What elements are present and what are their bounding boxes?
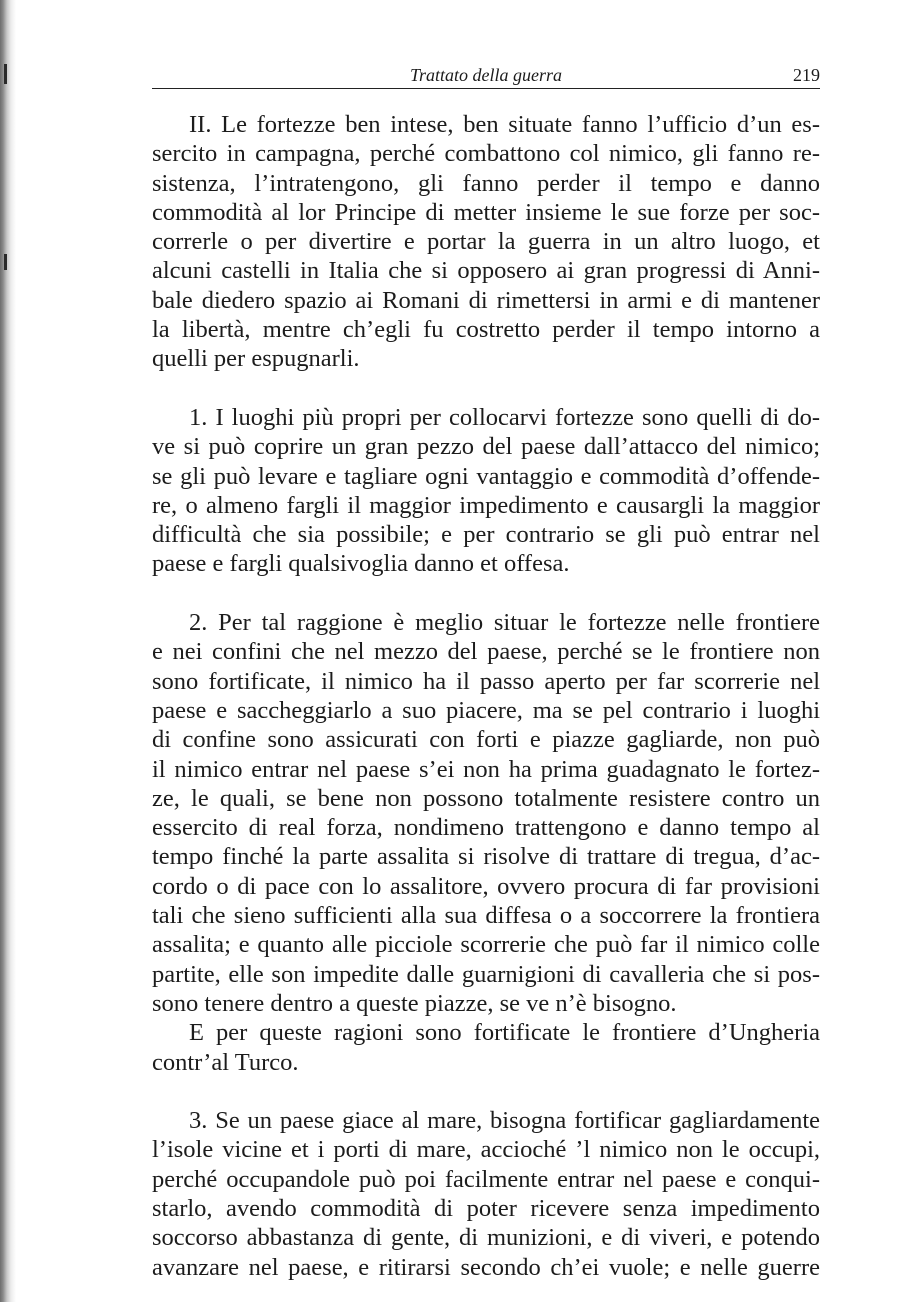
text-line: ve si può coprire un gran pezzo del paese dall’attacco del nimico; xyxy=(152,433,820,461)
paragraph xyxy=(152,403,820,579)
text-line: sercito in campagna, perché combattono col nimico, gli fanno re- xyxy=(152,140,820,168)
text-line: bale diedero spazio ai Romani di rimettersi in armi e di mantener xyxy=(152,286,820,314)
text-line: paese e saccheggiarlo a suo piacere, ma se pel contrario i luoghi xyxy=(152,696,820,724)
text-line: e nei confini che nel mezzo del paese, perché se le frontiere non xyxy=(152,638,820,666)
text-line: correrle o per divertire e portar la guerra in un altro luogo, et xyxy=(152,228,820,256)
running-title: Trattato della guerra xyxy=(409,65,562,85)
text-line: sono tenere dentro a queste piazze, se ve n’è bisogno. xyxy=(152,989,677,1017)
text-line: re, o almeno fargli il maggior impedimento e causargli la maggior xyxy=(152,491,820,519)
text-line: paese e fargli qualsivoglia danno et offesa. xyxy=(152,550,570,578)
text-line: perché occupandole può poi facilmente entrar nel paese e conqui- xyxy=(152,1165,820,1193)
text-line: la libertà, mentre ch’egli fu costretto perder il tempo intorno a xyxy=(152,316,820,344)
text-line: contr’al Turco. xyxy=(152,1048,299,1076)
page-number: 219 xyxy=(793,65,820,85)
text-line: II. Le fortezze ben intese, ben situate fanno l’ufficio d’un es- xyxy=(189,111,820,138)
running-header xyxy=(152,62,820,89)
text-line: tempo finché la parte assalita si risolve di trattare di tregua, d’ac- xyxy=(152,843,820,871)
text-line: quelli per espugnarli. xyxy=(152,345,360,373)
paragraph xyxy=(152,608,820,1018)
text-line: assalita; e quanto alle picciole scorrerie che può far il nimico colle xyxy=(152,931,820,959)
text-line: soccorso abbastanza di gente, di munizioni, e di viveri, e potendo xyxy=(152,1224,820,1252)
text-line: sistenza, l’intratengono, gli fanno perder il tempo e danno xyxy=(152,169,820,197)
paragraph xyxy=(152,1106,820,1282)
paragraph xyxy=(152,110,820,374)
paragraph xyxy=(152,1018,820,1077)
book-gutter-shadow xyxy=(0,0,16,1302)
text-line: essercito di real forza, nondimeno trattengono e danno tempo al xyxy=(152,814,820,842)
text-line: 1. I luoghi più propri per collocarvi fortezze sono quelli di do- xyxy=(189,403,820,431)
text-line: commodità al lor Principe di metter insieme le sue forze per soc- xyxy=(152,198,820,226)
text-line: ze, le quali, se bene non possono totalmente resistere contro un xyxy=(152,784,820,812)
gutter-mark xyxy=(4,254,7,270)
text-line: alcuni castelli in Italia che si opposero ai gran progressi di Anni- xyxy=(152,257,820,285)
text-line: se gli può levare e tagliare ogni vantaggio e commodità d’offende- xyxy=(152,462,820,490)
text-line: 2. Per tal raggione è meglio situar le fortezze nelle frontiere xyxy=(189,609,820,637)
text-line: E per queste ragioni sono fortificate le frontiere d’Ungheria xyxy=(189,1019,820,1047)
text-line: tali che sieno sufficienti alla sua diffesa o a soccorrere la frontiera xyxy=(152,902,820,930)
text-line: di confine sono assicurati con forti e piazze gagliarde, non può xyxy=(152,726,820,754)
text-line: l’isole vicine et i porti di mare, accioché ’l nimico non le occupi, xyxy=(152,1136,820,1164)
text-line: 3. Se un paese giace al mare, bisogna fortificar gagliardamente xyxy=(189,1107,820,1135)
text-line: sono fortificate, il nimico ha il passo aperto per far scorrerie nel xyxy=(152,667,820,695)
text-line: difficultà che sia possibile; e per contrario se gli può entrar nel xyxy=(152,521,820,549)
text-line: starlo, avendo commodità di poter ricevere senza impedimento xyxy=(152,1194,820,1222)
text-line: avanzare nel paese, e ritirarsi secondo ch’ei vuole; e nelle guerre xyxy=(152,1253,820,1281)
text-line: partite, elle son impedite dalle guarnigioni di cavalleria che si pos- xyxy=(152,960,820,988)
page-body xyxy=(152,110,820,1282)
text-line: cordo o di pace con lo assalitore, ovvero procura di far provisioni xyxy=(152,872,820,900)
text-line: il nimico entrar nel paese s’ei non ha prima guadagnato le fortez- xyxy=(152,755,820,783)
gutter-mark xyxy=(4,64,7,84)
